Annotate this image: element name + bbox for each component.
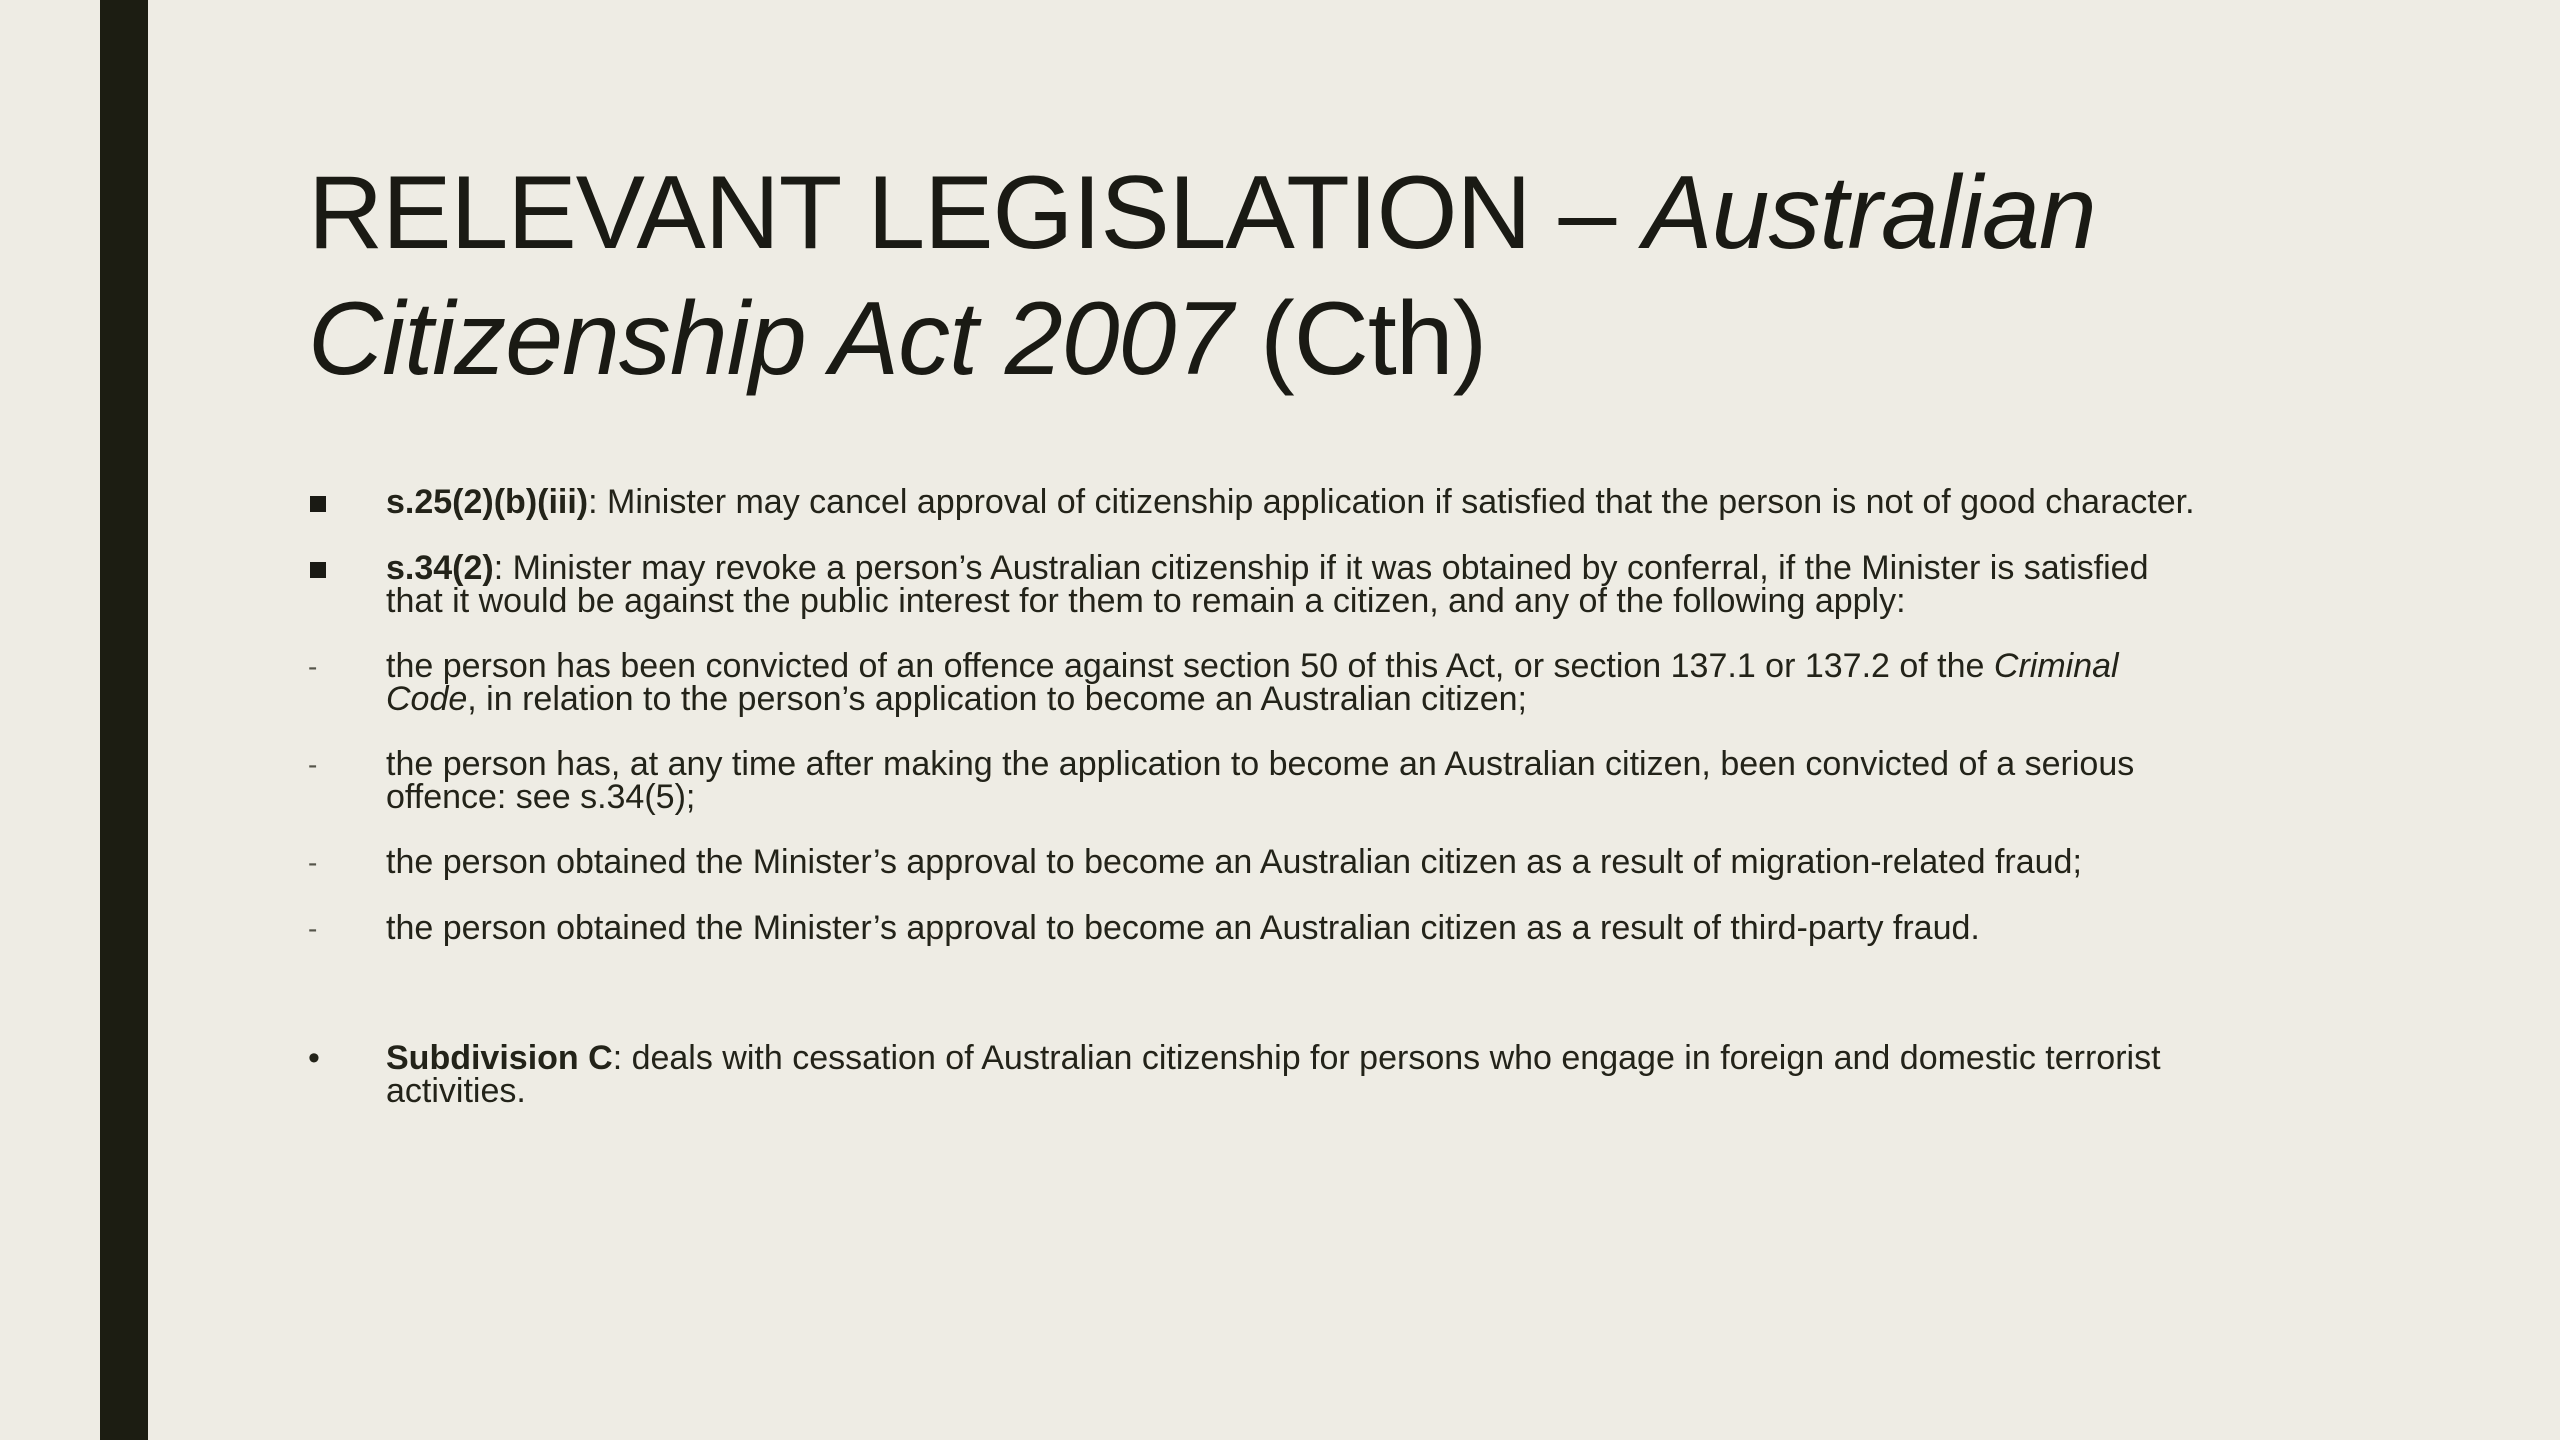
title-part3: (Cth) — [1232, 281, 1487, 397]
list-item-text — [386, 647, 2376, 718]
item-body-a: the person has been convicted of an offence against section 50 of this Act, or section 137.1 or 137.2 of the — [386, 647, 1994, 685]
section-ref: s.34(2) — [386, 549, 494, 587]
round-bullet-icon: • — [308, 1039, 320, 1077]
italic-a: Criminal — [1993, 647, 2119, 685]
dash-bullet-icon: - — [308, 913, 318, 944]
title-act-name: Australian Citizenship Act 2007 — [308, 155, 2096, 397]
item-body-line1: : deals with cessation of Australian citizenship for persons who engage in foreign and domestic terrorist — [612, 1039, 2161, 1077]
dash-bullet-icon: - — [308, 651, 318, 682]
item-body-line2: offence: see s.34(5); — [386, 778, 696, 816]
dash-bullet-icon: - — [308, 749, 318, 780]
item-body-line2: activities. — [386, 1072, 526, 1110]
italic-b: Code — [386, 680, 468, 718]
list-item-text — [386, 1039, 2376, 1110]
item-body: : Minister may cancel approval of citizenship application if satisfied that the person is not of good character. — [588, 483, 2195, 521]
square-bullet-icon — [310, 562, 326, 578]
list-item-text: the person obtained the Minister’s approval to become an Australian citizen as a result of third-party fraud. — [386, 909, 1980, 947]
list-item-text: the person obtained the Minister’s approval to become an Australian citizen as a result of migration-related fraud; — [386, 843, 2082, 881]
list-item-text — [386, 549, 2376, 620]
section-ref: s.25(2)(b)(iii) — [386, 483, 589, 521]
item-body-line1: the person has, at any time after making the application to become an Australian citizen, been convicted of a serious — [386, 745, 2135, 783]
item-body-line1: : Minister may revoke a person’s Australian citizenship if it was obtained by conferral, if the Minister is satisfied — [493, 549, 2149, 587]
list-item-text — [386, 483, 2376, 521]
section-ref: Subdivision C — [386, 1039, 613, 1077]
item-body-line2: that it would be against the public interest for them to remain a citizen, and any of the following apply: — [386, 582, 1906, 620]
list-item-text — [386, 745, 2376, 816]
dash-bullet-icon: - — [308, 847, 318, 878]
title-part1: RELEVANT LEGISLATION – — [308, 155, 1644, 271]
square-bullet-icon — [310, 496, 326, 512]
item-body-b: , in relation to the person’s application to become an Australian citizen; — [467, 680, 1527, 718]
